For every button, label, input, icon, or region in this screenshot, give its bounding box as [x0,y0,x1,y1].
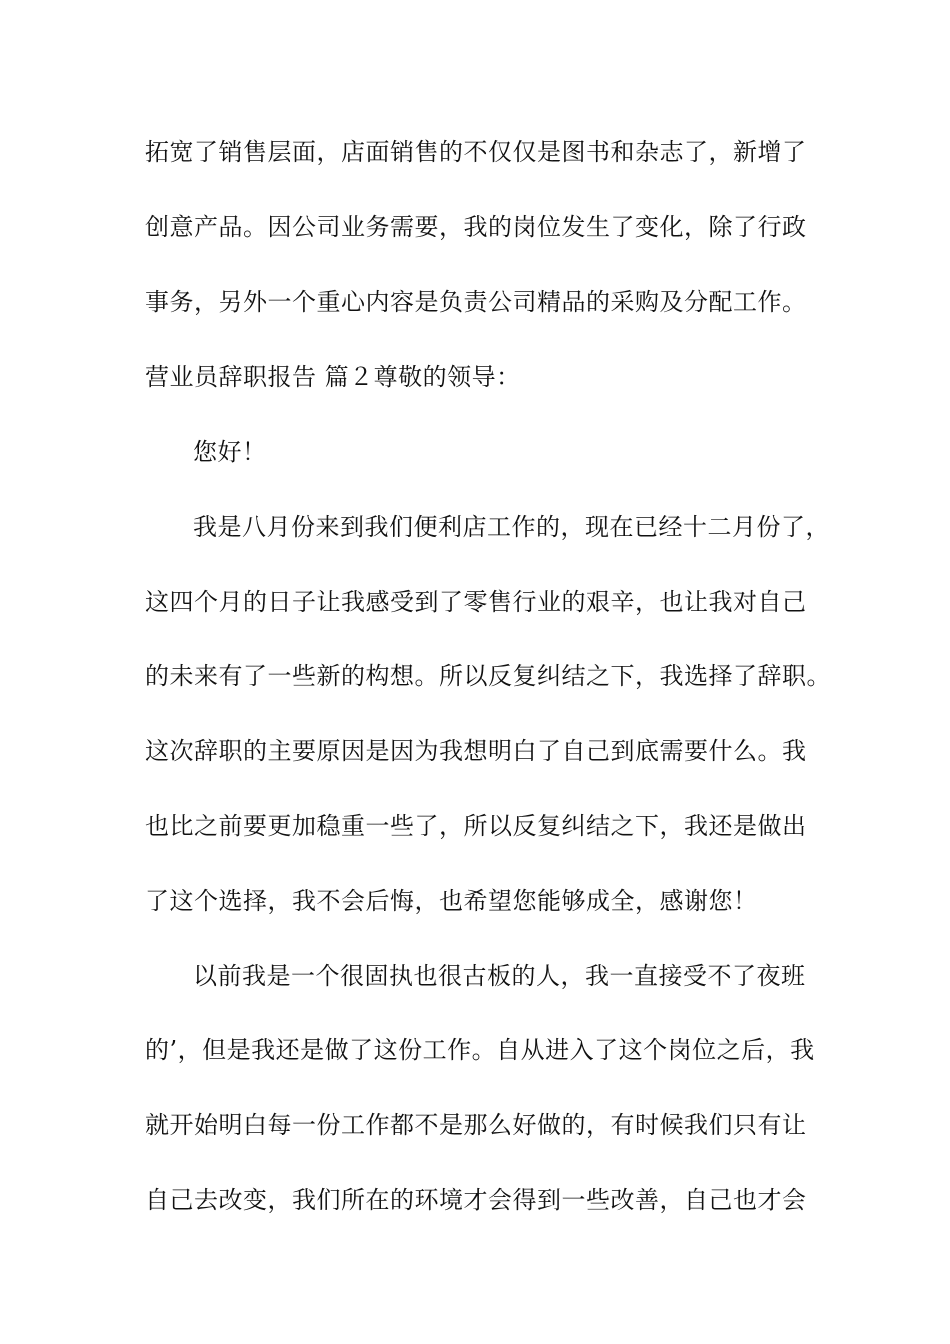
text-line: 拓宽了销售层面，店面销售的不仅仅是图书和杂志了，新增了 [145,138,807,166]
text-line: 以前我是一个很固执也很古板的人，我一直接受不了夜班 [193,962,806,990]
text-line: 了这个选择，我不会后悔，也希望您能够成全，感谢您！ [145,887,758,915]
text-line: 自己去改变，我们所在的环境才会得到一些改善，自己也才会 [145,1186,807,1214]
text-line: 就开始明白每一份工作都不是那么好做的，有时候我们只有让 [145,1111,807,1139]
text-line: 事务，另外一个重心内容是负责公司精品的采购及分配工作。 [145,288,807,316]
text-line: 创意产品。因公司业务需要，我的岗位发生了变化，除了行政 [145,213,807,241]
text-line: 的未来有了一些新的构想。所以反复纠结之下，我选择了辞职。 [145,662,831,690]
text-line: 的’，但是我还是做了这份工作。自从进入了这个岗位之后，我 [145,1036,815,1064]
text-line: 我是八月份来到我们便利店工作的，现在已经十二月份了， [193,513,830,541]
text-line: 这次辞职的主要原因是因为我想明白了自己到底需要什么。我 [145,737,807,765]
text-line: 也比之前要更加稳重一些了，所以反复纠结之下，我还是做出 [145,812,807,840]
salutation: 您好！ [193,438,267,466]
text-line: 这四个月的日子让我感受到了零售行业的艰辛，也让我对自己 [145,588,807,616]
section-heading: 营业员辞职报告 篇２尊敬的领导： [145,363,521,391]
